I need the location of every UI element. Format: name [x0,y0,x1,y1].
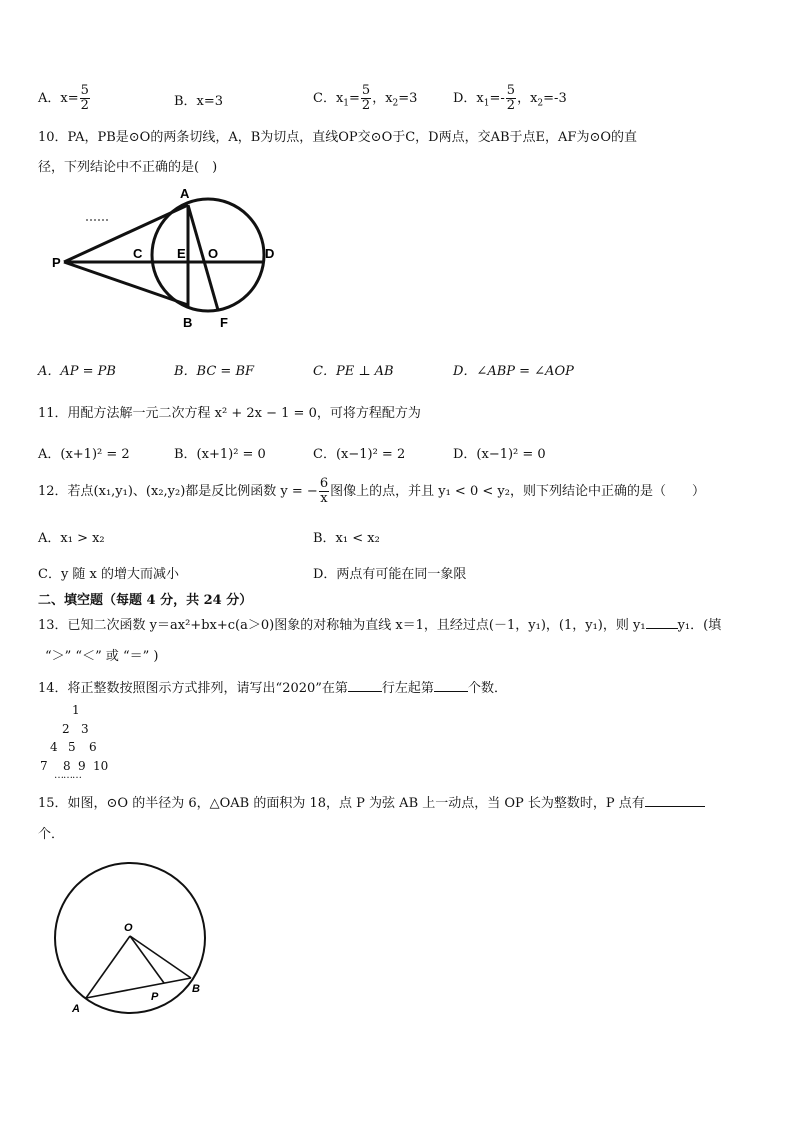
label-c: C [133,246,143,261]
q11-stem: 11．用配方法解一元二次方程 x² + 2x − 1 = 0，可将方程配方为 [38,406,421,421]
q15-stem-line1: 15．如图，⊙O 的半径为 6，△OAB 的面积为 18，点 P 为弦 AB 上一动点，当 OP 长为整数时，P 点有 [38,792,705,811]
q14-number: 1 [72,703,80,717]
q9-option-c: C．$x_1=$ $\frac{5}{2}$ ，$x_2=3$ [313,83,418,113]
q10-stem-line2: 径，下列结论中不正确的是( ) [38,160,218,175]
segment-ob [130,936,191,978]
section-2-title: 二、填空题（每题 4 分，共 24 分） [38,593,253,608]
label-a: A [72,1003,80,1015]
q14-number: 4 [50,740,58,754]
q15-answer-blank[interactable] [645,806,705,807]
label-p: P [151,991,159,1003]
chord-ab [86,978,191,998]
label-d: D [265,246,275,261]
segment-op [130,936,164,983]
q10-option-c: C．PE ⊥ AB [313,364,394,379]
q13-stem-line2: “＞” “＜” 或 “＝” ) [45,649,159,664]
q11-option-c: C．(x−1)² = 2 [313,447,406,462]
q9-option-a: A．x= $\frac{5}{2}$ [38,83,89,113]
q12-option-b: B．x₁ < x₂ [313,531,380,546]
q10-stem-line1: 10．PA，PB是⊙O的两条切线，A，B为切点，直线OP交⊙O于C，D两点，交AB于点E，AF为⊙O的直 [38,130,637,145]
q12-option-a: A．x₁ > x₂ [38,531,105,546]
q14-ellipsis: ……… [54,770,81,781]
q11-option-a: A．(x+1)² = 2 [38,447,130,462]
q9-option-d: D．$x_1=-$ $\frac{5}{2}$ ，$x_2=-3$ [453,83,567,113]
q14-col-blank[interactable] [434,691,468,692]
q14-number: 8 [63,759,71,773]
q11-option-d: D．(x−1)² = 0 [453,447,546,462]
q10-option-d: D．∠ABP = ∠AOP [453,364,574,379]
label-a: A [180,186,190,201]
q10-option-b: B．BC = BF [174,364,255,379]
q12-option-d: D．两点有可能在同一象限 [313,567,467,582]
q14-number: 3 [81,722,89,736]
label-b: B [192,983,200,995]
q12-stem: 12．若点(x₁,y₁)、(x₂,y₂)都是反比例函数 y = − $\frac{6}{x}$ 图像上的点，并且 y₁ < 0 < y₂，则下列结论中正确的是（ ） [38,476,705,506]
q13-stem-line1: 13．已知二次函数 y＝ax²+bx+c(a＞0)图象的对称轴为直线 x＝1，且经过点(－1，y₁)，(1，y₁)，则 y₁ y₁．(填 [38,618,722,633]
label-b: B [183,315,193,330]
q15-stem-line2: 个． [38,827,65,842]
label-o: O [208,246,219,261]
q14-number: 5 [68,740,76,754]
segment-oa [86,936,130,998]
q11-option-b: B．(x+1)² = 0 [174,447,266,462]
label-f: F [220,315,228,330]
q14-number: 9 [78,759,86,773]
label-p: P [52,255,61,270]
q13-answer-blank[interactable] [646,628,678,629]
label-o: O [124,922,133,934]
q10-option-a: A．AP = PB [38,364,116,379]
q15-figure [48,850,218,1015]
q14-row-blank[interactable] [348,691,382,692]
q14-number: 2 [62,722,70,736]
q12-option-c: C．y 随 x 的增大而减小 [38,567,180,582]
q9-option-b: B．x=3 [174,94,224,109]
q14-number: 10 [93,759,109,773]
tangent-pb [64,262,188,305]
circle-o [55,863,205,1013]
q14-stem: 14．将正整数按照图示方式排列，请写出“2020”在第 行左起第 个数． [38,681,507,696]
tangent-pa [64,205,188,262]
q14-number: 6 [89,740,97,754]
q14-number: 7 [40,759,48,773]
q10-figure [40,180,290,335]
label-e: E [177,246,186,261]
